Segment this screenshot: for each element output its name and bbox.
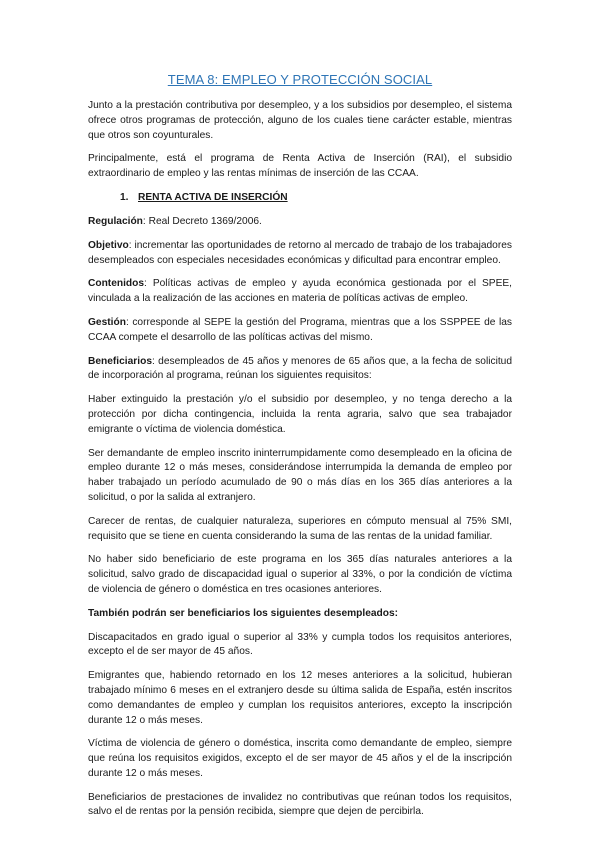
regulacion-label: Regulación	[88, 215, 143, 227]
gestion-label: Gestión	[88, 316, 126, 328]
beneficiarios-paragraph	[88, 355, 512, 385]
requisito-paragraph-2: Ser demandante de empleo inscrito ininterrumpidamente como desempleado en la oficina de empleo durante 12 o más meses, considerándose interrumpida la demanda de empleo por haber trabajado un período acumulado de 90 o más días en los 365 días anteriores a la solicitud, o por la salida al extranjero.	[88, 447, 512, 503]
section-1-heading	[120, 191, 512, 205]
section-1-title: RENTA ACTIVA DE INSERCIÓN	[138, 191, 288, 203]
tambien-paragraph-1: Discapacitados en grado igual o superior al 33% y cumpla todos los requisitos anteriores, excepto el de ser mayor de 45 años.	[88, 631, 512, 658]
contenidos-text: : Políticas activas de empleo y ayuda económica gestionada por el SPEE, vinculada a la realización de las acciones en materia de políticas activas de empleo.	[88, 278, 512, 305]
objetivo-text: : incrementar las oportunidades de retorno al mercado de trabajo de los trabajadores desempleados con especiales necesidades económicas y dificultad para encontrar empleo.	[88, 239, 512, 266]
requisito-paragraph-3: Carecer de rentas, de cualquier naturaleza, superiores en cómputo mensual al 75% SMI, requisito que se tiene en cuenta considerando la suma de las rentas de la unidad familiar.	[88, 515, 512, 542]
gestion-paragraph	[88, 316, 512, 346]
contenidos-label: Contenidos	[88, 278, 145, 290]
gestion-text: : corresponde al SEPE la gestión del Programa, mientras que a los SSPPEE de las CCAA compete el desarrollo de las políticas activas del mismo.	[88, 316, 512, 343]
regulacion-text: : Real Decreto 1369/2006.	[142, 215, 262, 227]
page-title: TEMA 8: EMPLEO Y PROTECCIÓN SOCIAL	[167, 72, 433, 87]
tambien-paragraph-4: Beneficiarios de prestaciones de invalidez no contributivas que reúnan todos los requisitos, salvo el de rentas por la pensión recibida, siempre que dejen de percibirla.	[88, 791, 512, 818]
intro-paragraph-2: Principalmente, está el programa de Renta Activa de Inserción (RAI), el subsidio extraordinario de empleo y las rentas mínimas de inserción de las CCAA.	[88, 153, 512, 180]
tambien-heading: También podrán ser beneficiarios los siguientes desempleados:	[88, 607, 399, 619]
objetivo-paragraph	[88, 239, 512, 269]
regulacion-paragraph	[88, 215, 512, 230]
section-1-number: 1.	[120, 191, 129, 203]
beneficiarios-text: : desempleados de 45 años y menores de 65 años que, a la fecha de solicitud de incorporación al programa, reúnan los siguientes requisitos:	[88, 355, 512, 382]
objetivo-label: Objetivo	[88, 239, 129, 251]
contenidos-paragraph	[88, 277, 512, 307]
intro-paragraph-1: Junto a la prestación contributiva por desempleo, y a los subsidios por desempleo, el sistema ofrece otros programas de protección, alguno de los cuales tiene carácter estable, mientras que otros son coyunturales.	[88, 100, 512, 141]
beneficiarios-label: Beneficiarios	[88, 355, 152, 367]
tambien-paragraph-3: Víctima de violencia de género o doméstica, inscrita como demandante de empleo, siempre que reúna los requisitos exigidos, excepto el de ser mayor de 45 años y el de la inscripción durante 12 o más meses.	[88, 738, 512, 779]
tambien-paragraph-2: Emigrantes que, habiendo retornado en los 12 meses anteriores a la solicitud, hubieran trabajado mínimo 6 meses en el extranjero desde su última salida de España, estén inscritos como demandantes de empleo y cumplan los requisitos anteriores, excepto la inscripción durante 12 o más meses.	[88, 670, 512, 726]
requisito-paragraph-4: No haber sido beneficiario de este programa en los 365 días naturales anteriores a la solicitud, salvo grado de discapacidad igual o superior al 33%, o por la condición de víctima de violencia de género o doméstica en tres ocasiones anteriores.	[88, 554, 512, 595]
requisito-paragraph-1: Haber extinguido la prestación y/o el subsidio por desempleo, y no tenga derecho a la protección por dicha contingencia, incluida la renta agraria, salvo que sea trabajador emigrante o víctima de violencia doméstica.	[88, 394, 512, 435]
